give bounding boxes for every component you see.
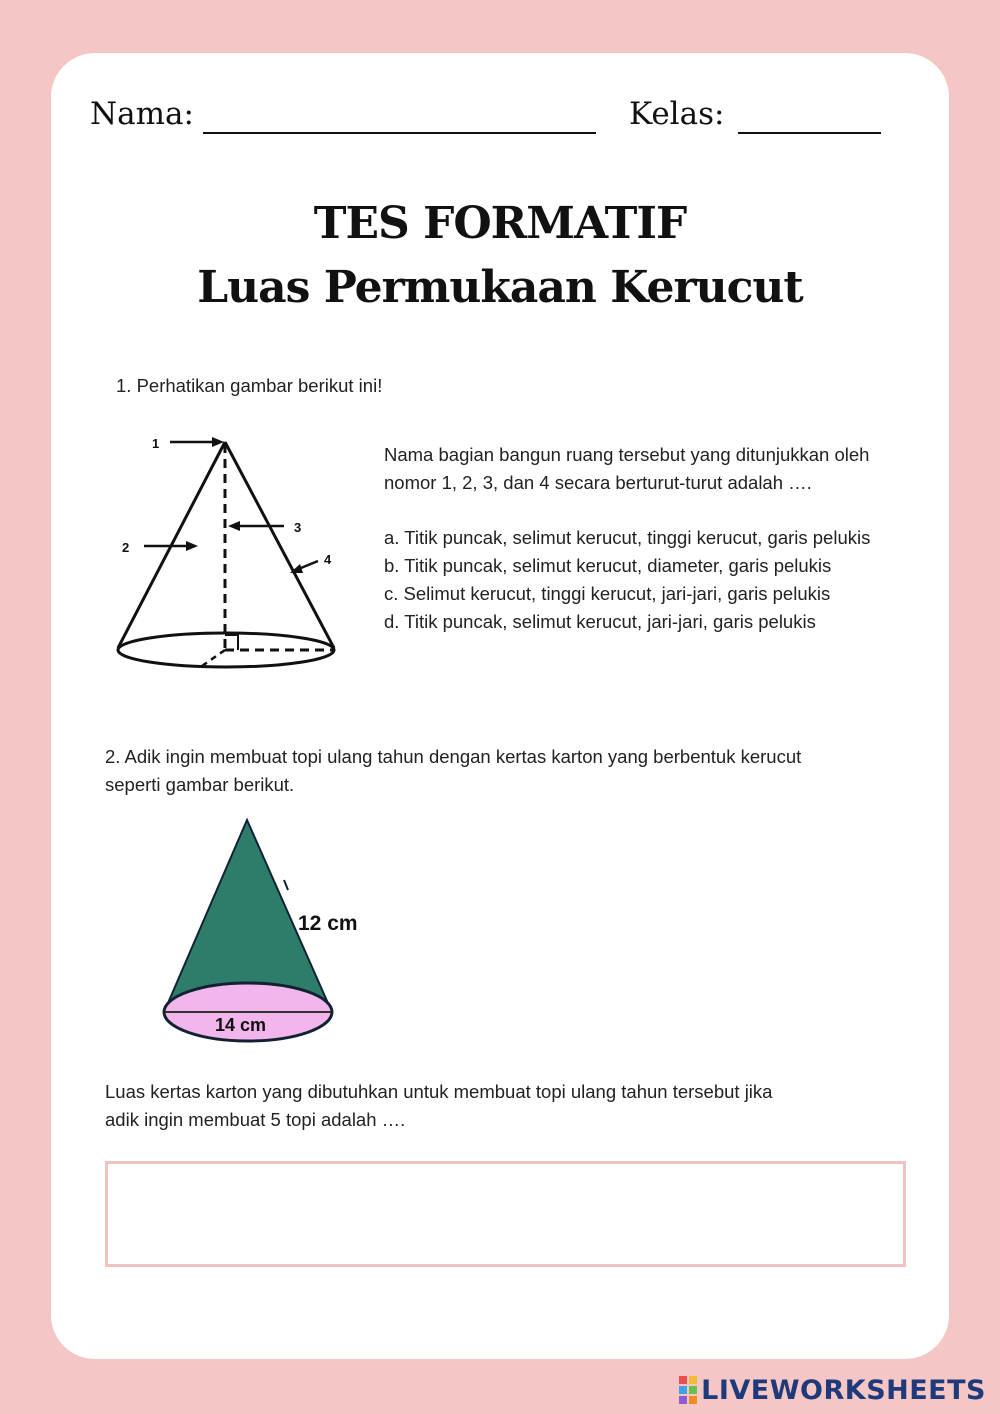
q2-prompt-line2: seperti gambar berikut. xyxy=(105,774,295,795)
q2-question-line2: adik ingin membuat 5 topi adalah …. xyxy=(105,1109,406,1130)
q2-answer-input[interactable] xyxy=(105,1161,906,1267)
q1-option-c[interactable]: c. Selimut kerucut, tinggi kerucut, jari-jari, garis pelukis xyxy=(384,583,831,604)
q1-question-line1: Nama bagian bangun ruang tersebut yang ditunjukkan oleh xyxy=(384,444,870,465)
q2-question-line1: Luas kertas karton yang dibutuhkan untuk membuat topi ulang tahun tersebut jika xyxy=(105,1081,773,1102)
q1-option-d[interactable]: d. Titik puncak, selimut kerucut, jari-jari, garis pelukis xyxy=(384,611,816,632)
q1-label-4: 4 xyxy=(324,552,332,567)
logo-text: LIVEWORKSHEETS xyxy=(701,1374,986,1406)
student-info-row xyxy=(90,96,890,140)
q1-label-3: 3 xyxy=(294,520,302,535)
kelas-label: Kelas: xyxy=(629,96,725,132)
kelas-field[interactable] xyxy=(738,132,881,134)
logo-blocks-icon xyxy=(679,1376,697,1404)
q1-label-1: 1 xyxy=(152,436,160,451)
q1-question-line2: nomor 1, 2, 3, dan 4 secara berturut-turut adalah …. xyxy=(384,472,812,493)
page-title: TES FORMATIF xyxy=(313,198,687,249)
q1-option-b[interactable]: b. Titik puncak, selimut kerucut, diameter, garis pelukis xyxy=(384,555,832,576)
page-subtitle: Luas Permukaan Kerucut xyxy=(197,262,803,313)
q2-party-hat-figure xyxy=(155,810,385,1055)
q2-prompt-line1: 2. Adik ingin membuat topi ulang tahun dengan kertas karton yang berbentuk kerucut xyxy=(105,746,802,767)
q1-label-2: 2 xyxy=(122,540,130,555)
liveworksheets-logo xyxy=(679,1373,986,1407)
q1-option-a[interactable]: a. Titik puncak, selimut kerucut, tinggi kerucut, garis pelukis xyxy=(384,527,871,548)
q2-diameter-label: 14 cm xyxy=(215,1015,267,1035)
nama-label: Nama: xyxy=(90,96,194,132)
q1-prompt: 1. Perhatikan gambar berikut ini! xyxy=(116,375,383,396)
q2-slant-label: 12 cm xyxy=(298,912,358,935)
nama-field[interactable] xyxy=(203,132,596,134)
q1-cone-figure xyxy=(110,428,350,678)
